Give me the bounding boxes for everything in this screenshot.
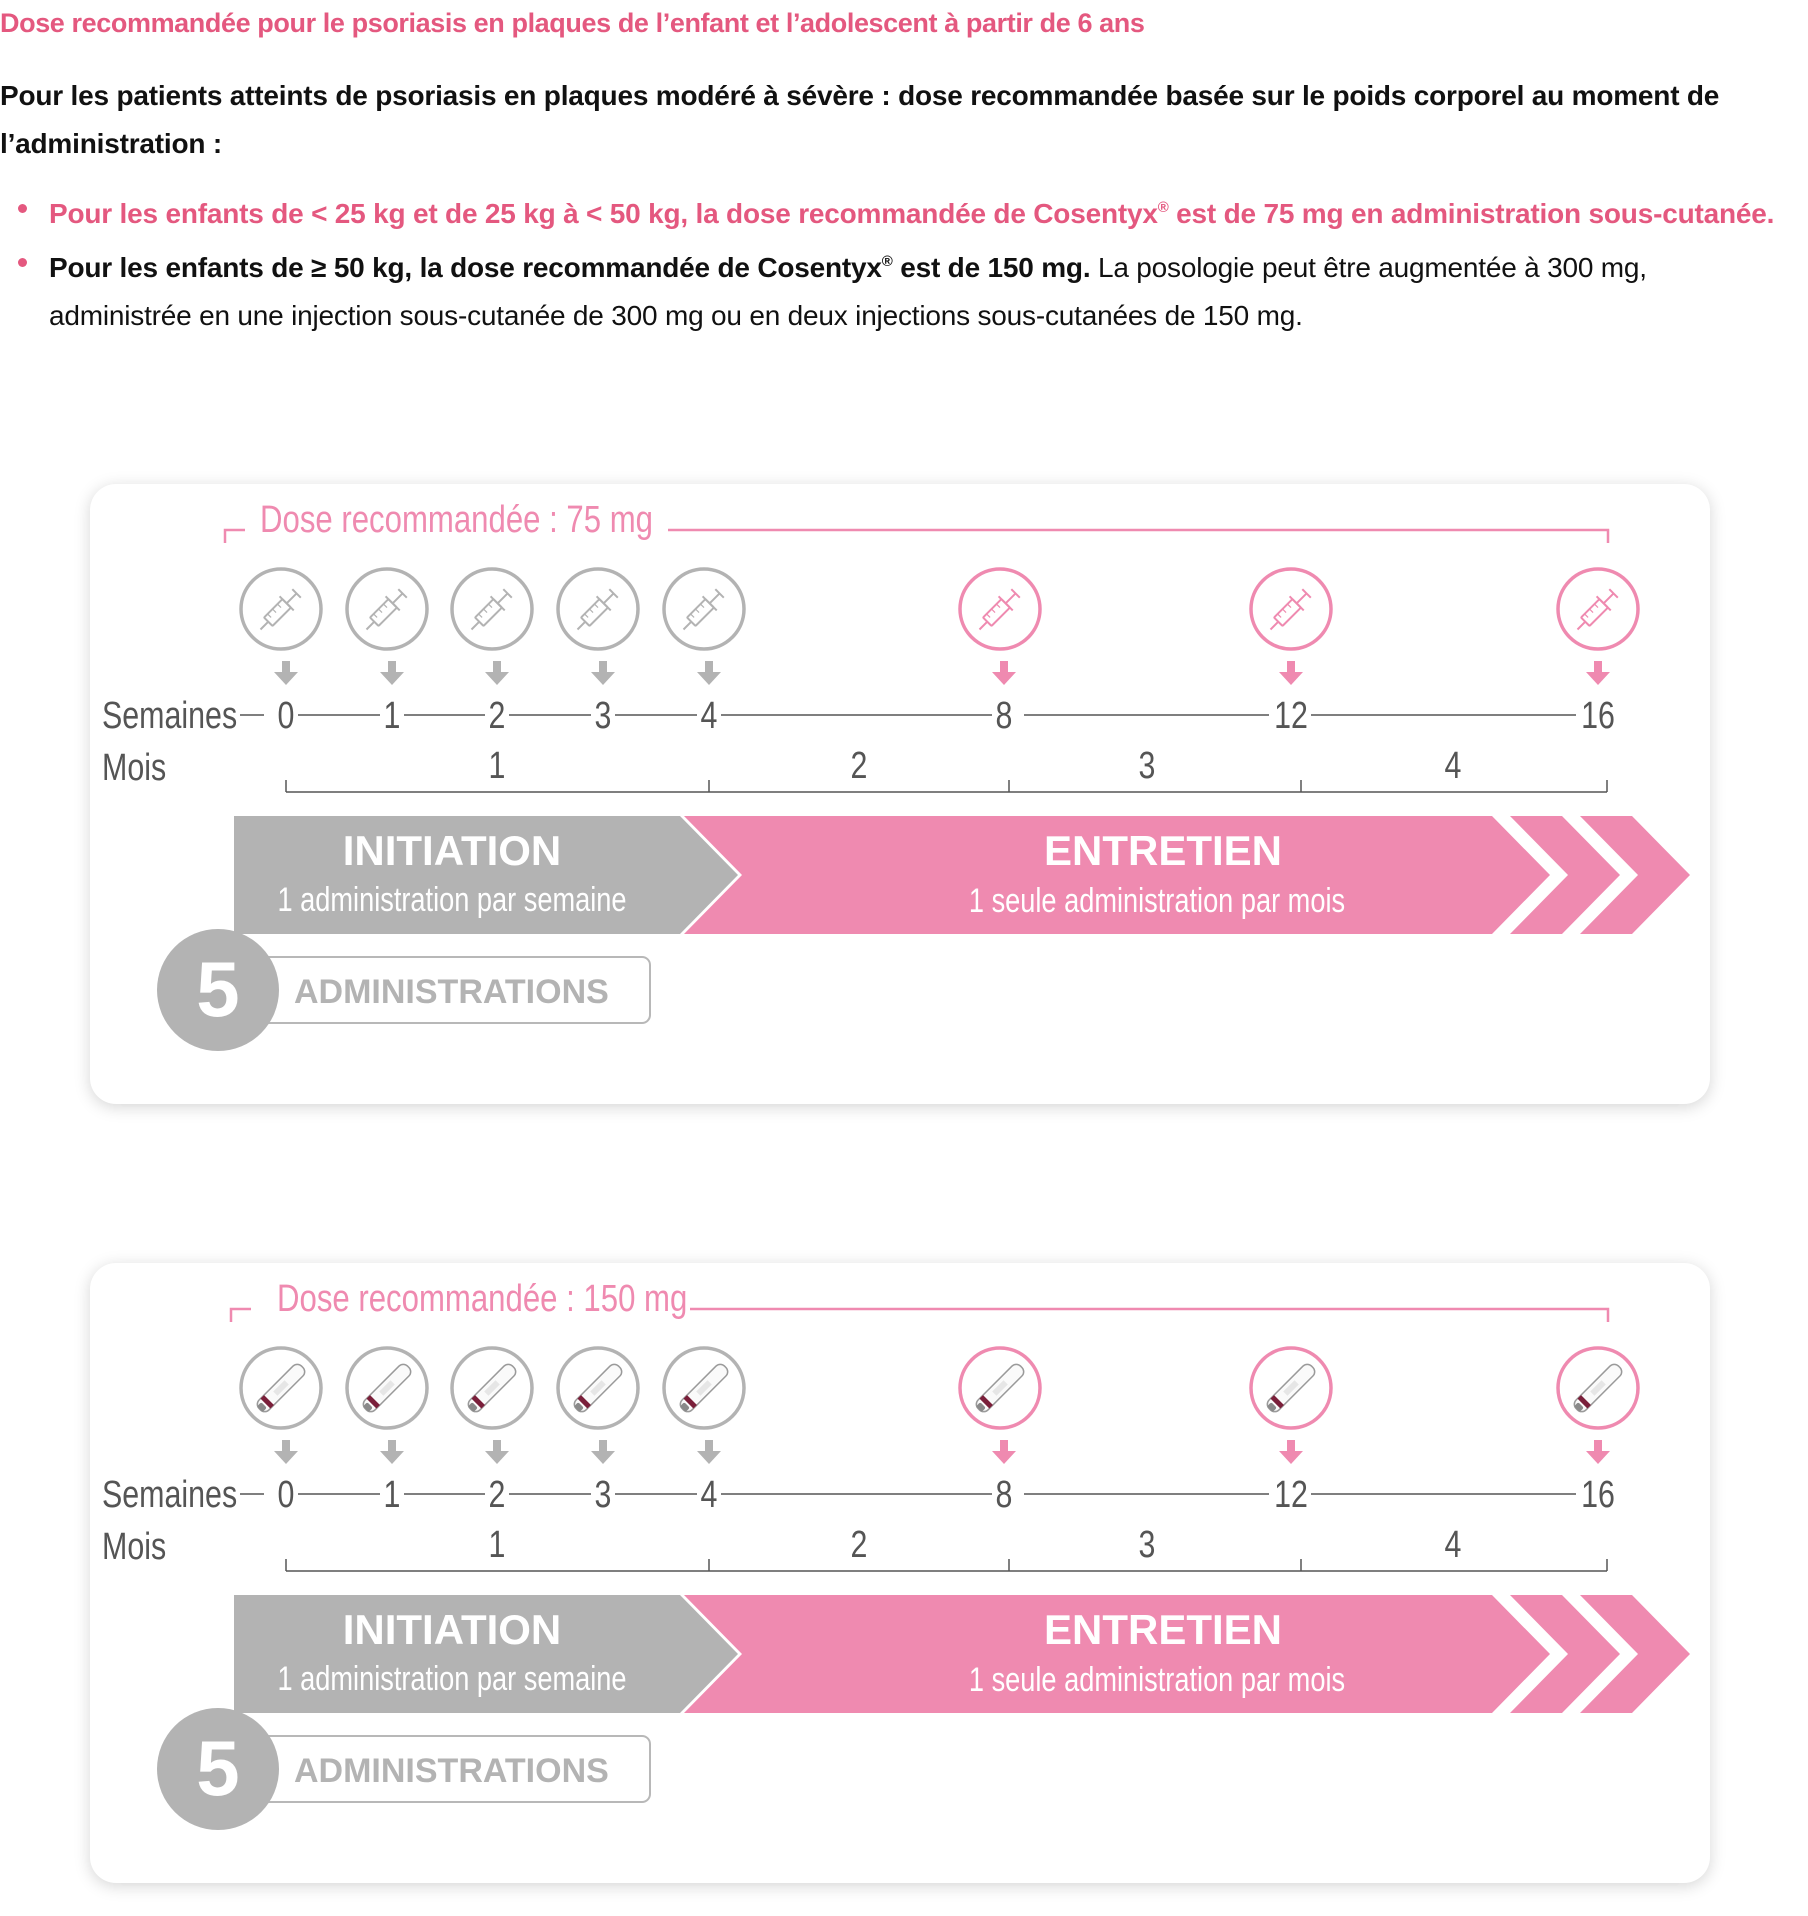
down-arrow-stem xyxy=(1000,1440,1008,1451)
bullet-item-under-50kg xyxy=(0,184,1790,238)
down-arrow-stem xyxy=(705,661,713,672)
initiation-title: INITIATION xyxy=(342,1606,562,1653)
week-tick-label: 2 xyxy=(488,1473,506,1516)
injection-circle xyxy=(558,569,638,649)
month-tick-label: 4 xyxy=(1444,744,1462,787)
pen-injector-icon xyxy=(664,1348,744,1428)
week-tick-label: 12 xyxy=(1274,694,1308,737)
dose-bullet-list xyxy=(0,184,1790,340)
pen-injector-icon xyxy=(1251,1348,1331,1428)
week-tick-label: 8 xyxy=(995,1473,1013,1516)
week-tick-label: 1 xyxy=(383,694,401,737)
registered-mark: ® xyxy=(881,253,893,270)
week-tick-label: 2 xyxy=(488,694,506,737)
week-tick-label: 4 xyxy=(700,1473,718,1516)
injection-circle xyxy=(241,569,321,649)
week-tick-label: 3 xyxy=(594,1473,612,1516)
maintenance-subtitle: 1 seule administration par mois xyxy=(968,881,1346,920)
down-arrow-icon xyxy=(992,672,1016,685)
weeks-label: Semaines xyxy=(102,694,238,737)
pen-injector-icon xyxy=(558,1348,638,1428)
months-label: Mois xyxy=(102,1525,167,1568)
week-tick-label: 4 xyxy=(700,694,718,737)
syringe-icon xyxy=(960,569,1040,649)
schedule-diagram xyxy=(90,484,1710,1104)
down-arrow-icon xyxy=(1586,1451,1610,1464)
month-tick-label: 3 xyxy=(1138,744,1156,787)
bullet-dot-icon xyxy=(18,204,27,213)
injection-circle xyxy=(452,569,532,649)
down-arrow-icon xyxy=(697,672,721,685)
initiation-subtitle: 1 administration par semaine xyxy=(277,880,627,919)
down-arrow-icon xyxy=(1586,672,1610,685)
down-arrow-stem xyxy=(705,1440,713,1451)
down-arrow-stem xyxy=(388,661,396,672)
section-heading: Dose recommandée pour le psoriasis en plaques de l’enfant et l’adolescent à partir de 6 ans xyxy=(0,8,1145,38)
dose-bracket-right xyxy=(668,530,1608,543)
month-tick-label: 4 xyxy=(1444,1523,1462,1566)
down-arrow-stem xyxy=(599,661,607,672)
weeks-label: Semaines xyxy=(102,1473,238,1516)
dose-label: Dose recommandée : 75 mg xyxy=(260,499,654,541)
injection-circle xyxy=(347,569,427,649)
syringe-icon xyxy=(347,569,427,649)
down-arrow-icon xyxy=(1279,672,1303,685)
down-arrow-stem xyxy=(282,661,290,672)
injection-circle xyxy=(664,569,744,649)
injection-circle xyxy=(1251,569,1331,649)
administrations-label: ADMINISTRATIONS xyxy=(294,1752,609,1790)
down-arrow-icon xyxy=(591,672,615,685)
dose-bracket-left xyxy=(231,1309,251,1322)
week-tick-label: 0 xyxy=(277,1473,295,1516)
injection-circle xyxy=(1558,569,1638,649)
bullet-bold-after: est de 150 mg. xyxy=(892,252,1091,283)
down-arrow-icon xyxy=(591,1451,615,1464)
down-arrow-stem xyxy=(282,1440,290,1451)
month-tick-label: 1 xyxy=(488,1523,506,1566)
dose-bracket-left xyxy=(225,530,245,543)
week-tick-label: 8 xyxy=(995,694,1013,737)
syringe-icon xyxy=(664,569,744,649)
month-tick-label: 1 xyxy=(488,744,506,787)
syringe-icon xyxy=(558,569,638,649)
administrations-count: 5 xyxy=(196,1724,240,1812)
maintenance-title: ENTRETIEN xyxy=(1043,827,1283,874)
down-arrow-stem xyxy=(493,661,501,672)
schedule-diagram xyxy=(90,1263,1710,1883)
down-arrow-icon xyxy=(274,672,298,685)
pen-injector-icon xyxy=(1558,1348,1638,1428)
bullet-bold-text: Pour les enfants de ≥ 50 kg, la dose recommandée de Cosentyx xyxy=(49,252,882,283)
initiation-subtitle: 1 administration par semaine xyxy=(277,1659,627,1698)
down-arrow-icon xyxy=(485,672,509,685)
syringe-icon xyxy=(1251,569,1331,649)
month-tick-label: 3 xyxy=(1138,1523,1156,1566)
administrations-count: 5 xyxy=(196,945,240,1033)
registered-mark: ® xyxy=(1157,199,1169,216)
months-label: Mois xyxy=(102,746,167,789)
bullet-item-over-50kg xyxy=(0,238,1790,340)
week-tick-label: 16 xyxy=(1581,694,1615,737)
schedule-card-150mg xyxy=(90,1263,1710,1883)
pen-injector-icon xyxy=(452,1348,532,1428)
down-arrow-icon xyxy=(697,1451,721,1464)
intro-paragraph: Pour les patients atteints de psoriasis en plaques modéré à sévère : dose recommandée basée sur le poids corporel au moment de l’administration : xyxy=(0,80,1720,159)
syringe-icon xyxy=(452,569,532,649)
week-tick-label: 12 xyxy=(1274,1473,1308,1516)
down-arrow-icon xyxy=(1279,1451,1303,1464)
month-tick-label: 2 xyxy=(850,1523,868,1566)
down-arrow-stem xyxy=(1287,661,1295,672)
maintenance-subtitle: 1 seule administration par mois xyxy=(968,1660,1346,1699)
week-tick-label: 3 xyxy=(594,694,612,737)
down-arrow-icon xyxy=(274,1451,298,1464)
pen-injector-icon xyxy=(241,1348,321,1428)
week-tick-label: 1 xyxy=(383,1473,401,1516)
down-arrow-stem xyxy=(493,1440,501,1451)
down-arrow-stem xyxy=(1287,1440,1295,1451)
down-arrow-stem xyxy=(1594,661,1602,672)
pen-injector-icon xyxy=(347,1348,427,1428)
down-arrow-icon xyxy=(380,672,404,685)
down-arrow-stem xyxy=(388,1440,396,1451)
dose-bracket-right xyxy=(690,1309,1608,1322)
injection-circle xyxy=(960,569,1040,649)
down-arrow-icon xyxy=(992,1451,1016,1464)
down-arrow-stem xyxy=(1000,661,1008,672)
syringe-icon xyxy=(241,569,321,649)
month-tick-label: 2 xyxy=(850,744,868,787)
bullet-dot-icon xyxy=(18,258,27,267)
down-arrow-icon xyxy=(380,1451,404,1464)
schedule-card-75mg xyxy=(90,484,1710,1104)
down-arrow-stem xyxy=(599,1440,607,1451)
bullet-text: Pour les enfants de < 25 kg et de 25 kg à < 50 kg, la dose recommandée de Cosentyx xyxy=(49,198,1158,229)
week-tick-label: 0 xyxy=(277,694,295,737)
dose-label: Dose recommandée : 150 mg xyxy=(277,1278,688,1320)
syringe-icon xyxy=(1558,569,1638,649)
down-arrow-icon xyxy=(485,1451,509,1464)
initiation-title: INITIATION xyxy=(342,827,562,874)
down-arrow-stem xyxy=(1594,1440,1602,1451)
week-tick-label: 16 xyxy=(1581,1473,1615,1516)
bullet-normal-text: La posologie peut être augmentée à 300 mg, administrée en une injection sous-cutanée de 300 mg ou en deux injections sous-cutanées de 150 mg. xyxy=(49,252,1647,331)
pen-injector-icon xyxy=(960,1348,1040,1428)
maintenance-title: ENTRETIEN xyxy=(1043,1606,1283,1653)
administrations-label: ADMINISTRATIONS xyxy=(294,973,609,1011)
bullet-text-after: est de 75 mg en administration sous-cutanée. xyxy=(1168,198,1775,229)
